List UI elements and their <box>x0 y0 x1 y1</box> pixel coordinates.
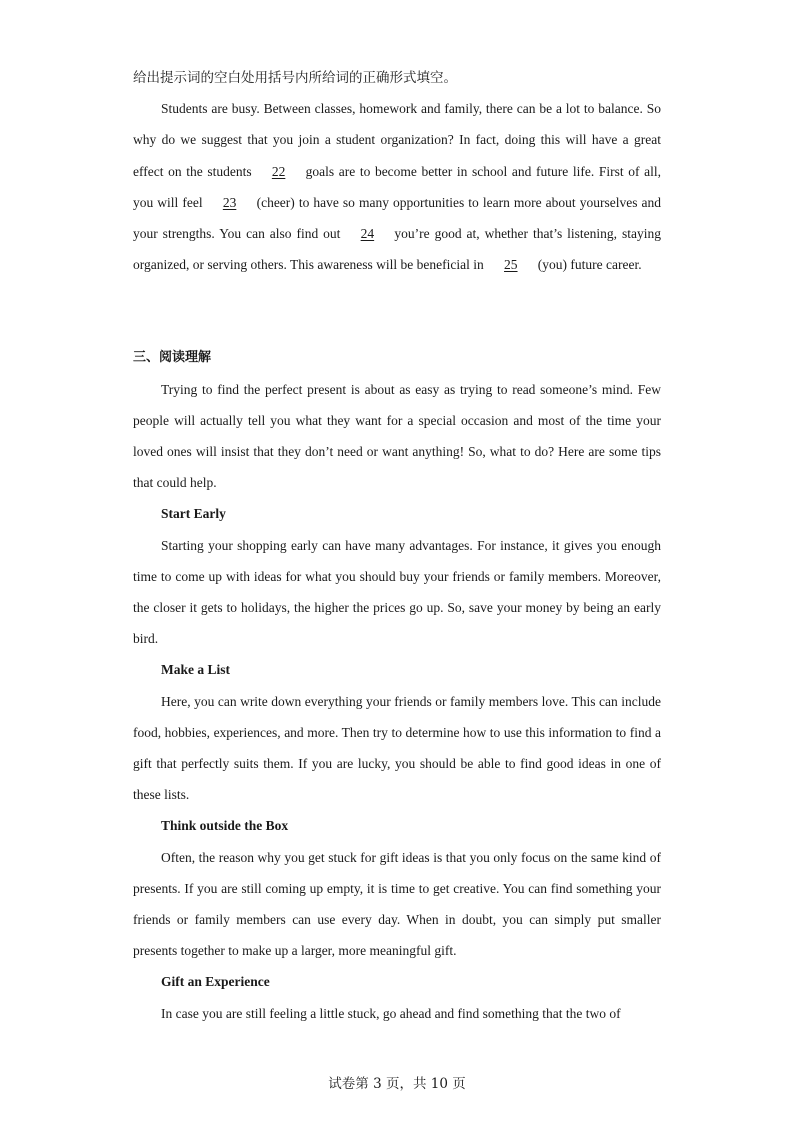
tip-body-think-outside-box: Often, the reason why you get stuck for gift ideas is that you only focus on the same kind of presents. If you are still coming up empty, it is time to get creative. You can find something your friends or family members can use every day. When in doubt, you can simply put smaller presents together to make up a larger, more meaningful gift. <box>133 849 661 959</box>
section-gap <box>133 280 661 342</box>
fill-blank-instruction: 给出提示词的空白处用括号内所给词的正确形式填空。 <box>133 70 457 85</box>
tip-body-make-a-list: Here, you can write down everything your friends or family members love. This can include food, hobbies, experiences, and more. Then try to determine how to use this information to find a gift that perfectly suits them. If you are lucky, you should be able to find good ideas in one of these lists. <box>133 693 661 803</box>
blank-22: 22 <box>271 163 286 179</box>
page-footer: 试卷第 3 页，共 10 页 <box>328 1076 466 1092</box>
fill-blank-passage <box>133 93 661 280</box>
section-heading-reading: 三、阅读理解 <box>133 350 212 366</box>
tip-title-gift-experience: Gift an Experience <box>161 974 270 990</box>
passage-text: goals are to become better in school and future life. First of all, you will feel <box>133 163 661 210</box>
tip-body-start-early: Starting your shopping early can have many advantages. For instance, it gives you enough time to come up with ideas for what you should buy your friends or family members. Moreover, the closer it gets to holidays, the higher the prices go up. So, save your money by being an early bird. <box>133 537 661 647</box>
passage-text: (you) future career. <box>537 257 642 273</box>
passage-text: Students are busy. Between classes, homework and family, there can be a lot to balance. So why do we suggest that you join a student organization? In fact, doing this will have a great effect on the students <box>133 101 661 179</box>
tip-title-make-a-list: Make a List <box>161 662 230 678</box>
reading-intro: Trying to find the perfect present is about as easy as trying to read someone’s mind. Few people will actually tell you what they want for a special occasion and most of the time your loved ones will insist that they don’t need or want anything! So, what to do? Here are some tips that could help. <box>133 381 661 491</box>
passage-text: (cheer) to have so many opportunities to learn more about yourselves and your strengths. You can also find out <box>133 194 661 242</box>
blank-23: 23 <box>222 194 237 210</box>
blank-25: 25 <box>504 257 518 273</box>
tip-title-start-early: Start Early <box>161 506 226 522</box>
passage-text: you’re good at, whether that’s listening, staying organized, or serving others. This awareness will be beneficial in <box>133 226 661 273</box>
tip-title-think-outside-box: Think outside the Box <box>161 818 289 834</box>
exam-page-content <box>133 62 661 1029</box>
blank-24: 24 <box>360 226 375 242</box>
tip-body-gift-experience: In case you are still feeling a little stuck, go ahead and find something that the two of <box>161 1005 621 1021</box>
